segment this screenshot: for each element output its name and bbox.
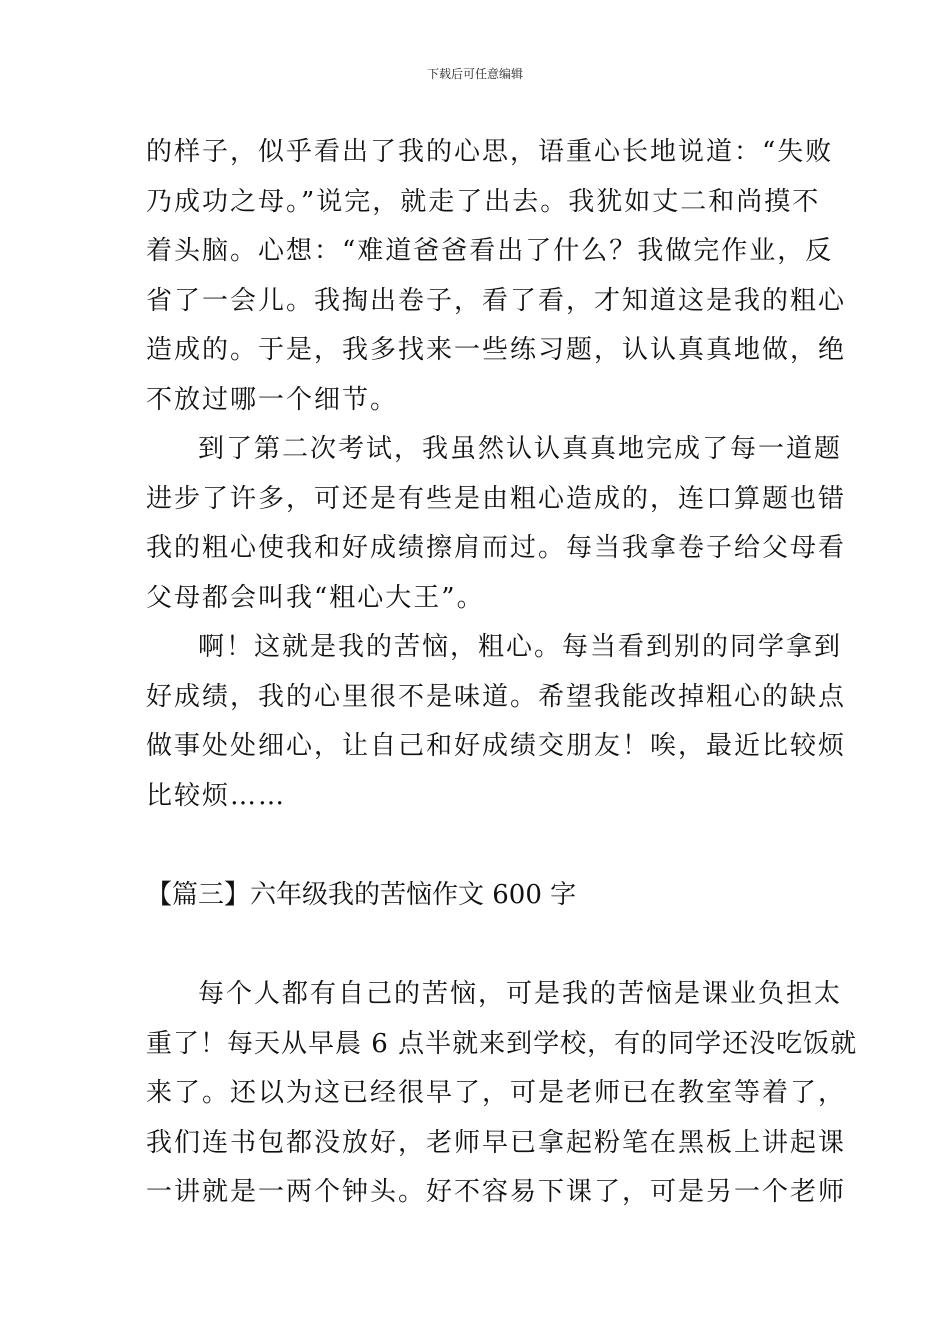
section-title: 【篇三】六年级我的苦恼作文 600 字 [146, 880, 577, 910]
body-line: 进步了许多，可还是有些是由粗心造成的，连口算题也错 [146, 484, 847, 514]
body-line: 父母都会叫我“粗心大王”。 [146, 583, 485, 613]
body-line: 比较烦…… [146, 781, 287, 811]
section-line: 一讲就是一两个钟头。好不容易下课了，可是另一个老师 [146, 1177, 847, 1207]
section-line: 我们连书包都没放好，老师早已拿起粉笔在黑板上讲起课 [146, 1128, 847, 1158]
section-line: 重了！每天从早晨 6 点半就来到学校，有的同学还没吃饭就 [146, 1029, 858, 1059]
body-line: 做事处处细心，让自己和好成绩交朋友！唉，最近比较烦 [146, 731, 847, 761]
body-line: 乃成功之母。”说完，就走了出去。我犹如丈二和尚摸不 [146, 187, 821, 217]
section-line: 每个人都有自己的苦恼，可是我的苦恼是课业负担太 [198, 979, 843, 1009]
body-line: 好成绩，我的心里很不是味道。希望我能改掉粗心的缺点 [146, 682, 847, 712]
page-header-note: 下载后可任意编辑 [426, 67, 523, 81]
body-line: 到了第二次考试，我虽然认认真真地完成了每一道题 [198, 434, 843, 464]
body-line: 我的粗心使我和好成绩擦肩而过。每当我拿卷子给父母看 [146, 533, 847, 563]
body-line: 不放过哪一个细节。 [146, 385, 399, 415]
body-line: 省了一会儿。我掏出卷子，看了看，才知道这是我的粗心 [146, 286, 847, 316]
body-line: 的样子，似乎看出了我的心思，语重心长地说道：“失败 [146, 137, 834, 167]
section-line: 来了。还以为这已经很早了，可是老师已在教室等着了， [146, 1078, 847, 1108]
body-line: 造成的。于是，我多找来一些练习题，认认真真地做，绝 [146, 335, 847, 365]
body-line: 啊！这就是我的苦恼，粗心。每当看到别的同学拿到 [198, 632, 843, 662]
body-line: 着头脑。心想：“难道爸爸看出了什么？我做完作业，反 [146, 236, 834, 266]
